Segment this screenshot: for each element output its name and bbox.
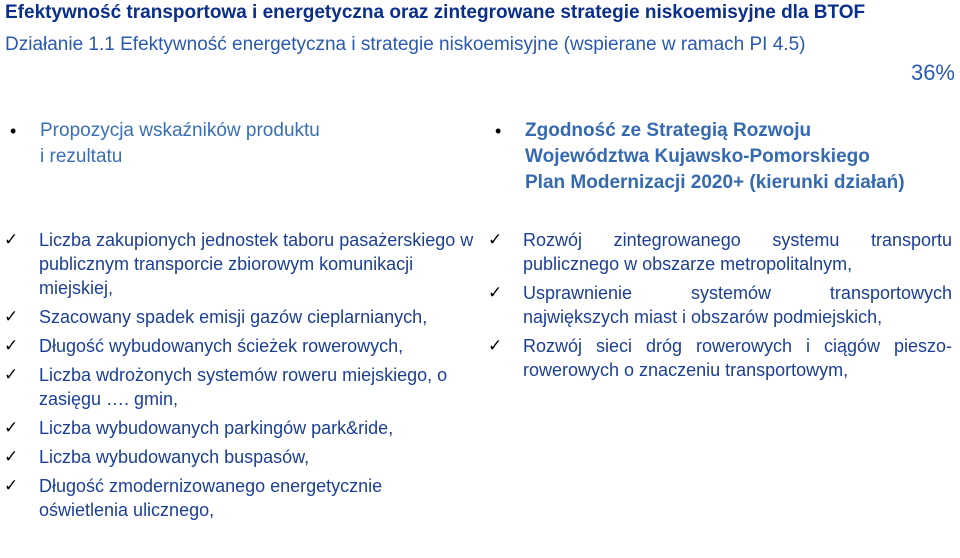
list-item-text: Szacowany spadek emisji gazów cieplarnianych, (39, 307, 428, 327)
list-item-text: Długość zmodernizowanego energetycznie oświetlenia ulicznego, (39, 476, 383, 520)
checkmark-icon: ✓ (4, 307, 19, 326)
indicators-list (4, 228, 474, 527)
checkmark-icon: ✓ (4, 336, 19, 355)
bullet-icon: • (495, 121, 502, 141)
left-column-heading (10, 118, 420, 170)
right-heading-line: Zgodność ze Strategią Rozwoju (525, 120, 812, 141)
list-item-text: Liczba wybudowanych parkingów park&ride, (39, 418, 394, 438)
list-item-text: Usprawnienie systemów transportowych największych miast i obszarów podmiejskich, (523, 283, 952, 327)
checkmark-icon: ✓ (488, 283, 503, 302)
right-heading-line: Województwa Kujawsko-Pomorskiego (525, 146, 870, 167)
page-title: Efektywność transportowa i energetyczna oraz zintegrowane strategie niskoemisyjne dla BTOF (5, 2, 866, 23)
page-subtitle: Działanie 1.1 Efektywność energetyczna i strategie niskoemisyjne (wspierane w ramach PI 4.5) (5, 34, 806, 55)
list-item (488, 334, 952, 382)
list-item-text: Rozwój zintegrowanego systemu transportu publicznego w obszarze metropolitalnym, (523, 230, 952, 274)
list-item (4, 416, 474, 440)
left-heading-line: i rezultatu (40, 146, 123, 167)
list-item (488, 281, 952, 329)
list-item-text: Długość wybudowanych ścieżek rowerowych, (39, 336, 404, 356)
bullet-icon: • (10, 121, 17, 141)
list-item-text: Liczba wybudowanych buspasów, (39, 447, 310, 467)
list-item-text: Liczba wdrożonych systemów roweru miejskiego, o zasięgu …. gmin, (39, 365, 448, 409)
right-column-heading (495, 118, 955, 196)
list-item (4, 474, 474, 522)
list-item (488, 228, 952, 276)
checkmark-icon: ✓ (4, 418, 19, 437)
list-item (4, 228, 474, 300)
checkmark-icon: ✓ (488, 230, 503, 249)
percent-value: 36% (910, 60, 955, 85)
list-item (4, 334, 474, 358)
list-item (4, 363, 474, 411)
strategy-list (488, 228, 952, 387)
list-item-text: Liczba zakupionych jednostek taboru pasażerskiego w publicznym transporcie zbiorowym komunikacji miejskiej, (39, 230, 474, 298)
checkmark-icon: ✓ (4, 447, 19, 466)
list-item-text: Rozwój sieci dróg rowerowych i ciągów pieszo-rowerowych o znaczeniu transportowym, (523, 336, 952, 380)
right-heading-line: Plan Modernizacji 2020+ (kierunki działań) (525, 172, 905, 193)
list-item (4, 445, 474, 469)
checkmark-icon: ✓ (488, 336, 503, 355)
left-heading-line: Propozycja wskaźników produktu (40, 120, 320, 141)
checkmark-icon: ✓ (4, 365, 19, 384)
list-item (4, 305, 474, 329)
checkmark-icon: ✓ (4, 230, 19, 249)
checkmark-icon: ✓ (4, 476, 19, 495)
